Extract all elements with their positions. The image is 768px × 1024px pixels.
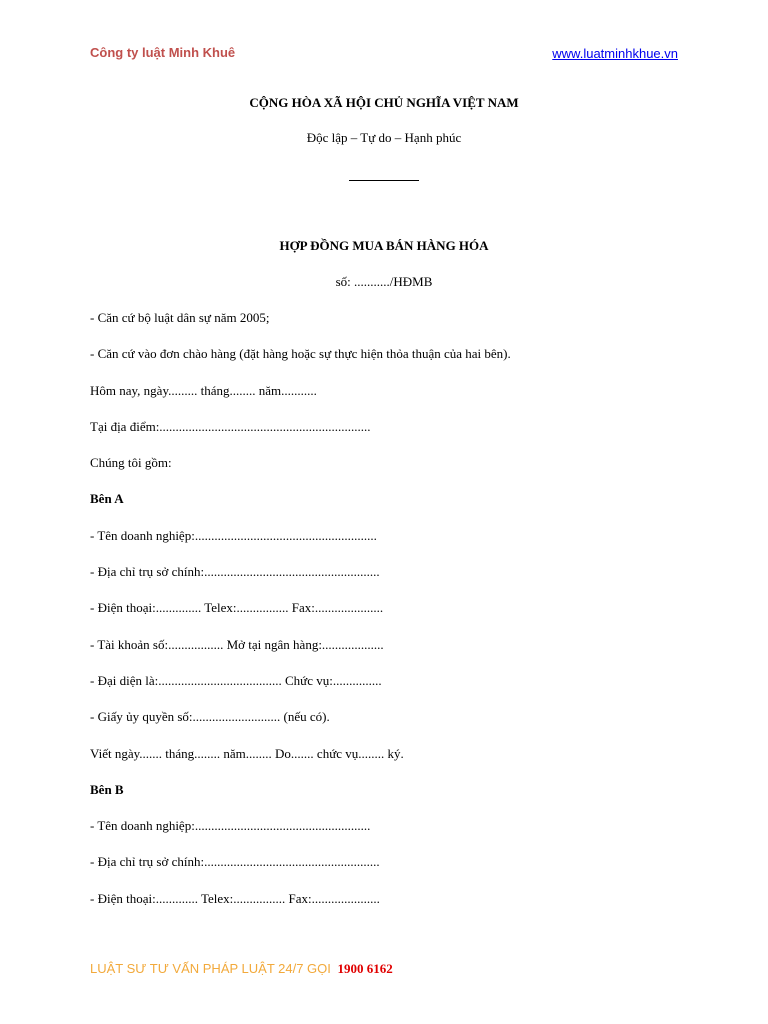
motto: Độc lập – Tự do – Hạnh phúc — [306, 130, 462, 145]
footer-phone[interactable]: 1900 6162 — [337, 961, 393, 976]
contract-body — [90, 310, 690, 927]
footer-banner — [90, 961, 393, 977]
party-a-authorization: - Giấy ủy quyền số:........................... (nếu có). — [90, 709, 330, 725]
party-a-address: - Địa chỉ trụ sở chính:...................................................... — [90, 564, 380, 580]
party-a-account: - Tài khoản số:................. Mở tại ngân hàng:................... — [90, 636, 384, 652]
party-b-address: - Địa chỉ trụ sở chính:...................................................... — [90, 854, 380, 870]
parties-intro: Chúng tôi gồm: — [90, 455, 172, 471]
party-a-phone: - Điện thoại:.............. Telex:................ Fax:..................... — [90, 600, 384, 616]
party-a-company: - Tên doanh nghiệp:........................................................ — [90, 527, 377, 543]
divider — [349, 180, 419, 181]
contract-title: HỢP ĐỒNG MUA BÁN HÀNG HÓA — [279, 238, 489, 253]
party-a-signing-date: Viết ngày....... tháng........ năm........ Do....... chức vụ........ ký. — [90, 745, 404, 761]
nation-heading: CỘNG HÒA XÃ HỘI CHỦ NGHĨA VIỆT NAM — [249, 95, 519, 110]
location-line: Tại địa điểm:................................................................. — [90, 418, 371, 434]
party-a-representative: - Đại diện là:...................................... Chức vụ:............... — [90, 672, 382, 688]
party-b-company: - Tên doanh nghiệp:...................................................... — [90, 818, 371, 834]
party-a-heading: Bên A — [90, 491, 124, 507]
date-line: Hôm nay, ngày......... tháng........ năm........... — [90, 382, 317, 398]
legal-basis-offer: - Căn cứ vào đơn chào hàng (đặt hàng hoặc sự thực hiện thỏa thuận của hai bên). — [90, 346, 511, 362]
legal-basis-civil-code: - Căn cứ bộ luật dân sự năm 2005; — [90, 310, 270, 325]
website-link[interactable]: www.luatminhkhue.vn — [552, 46, 678, 61]
party-b-phone: - Điện thoại:............. Telex:................ Fax:..................... — [90, 890, 380, 906]
party-b-heading: Bên B — [90, 781, 124, 797]
footer-text: LUẬT SƯ TƯ VẤN PHÁP LUẬT 24/7 GỌI — [90, 961, 331, 976]
contract-number: số: .........../HĐMB — [335, 274, 433, 289]
company-name: Công ty luật Minh Khuê — [90, 45, 236, 60]
